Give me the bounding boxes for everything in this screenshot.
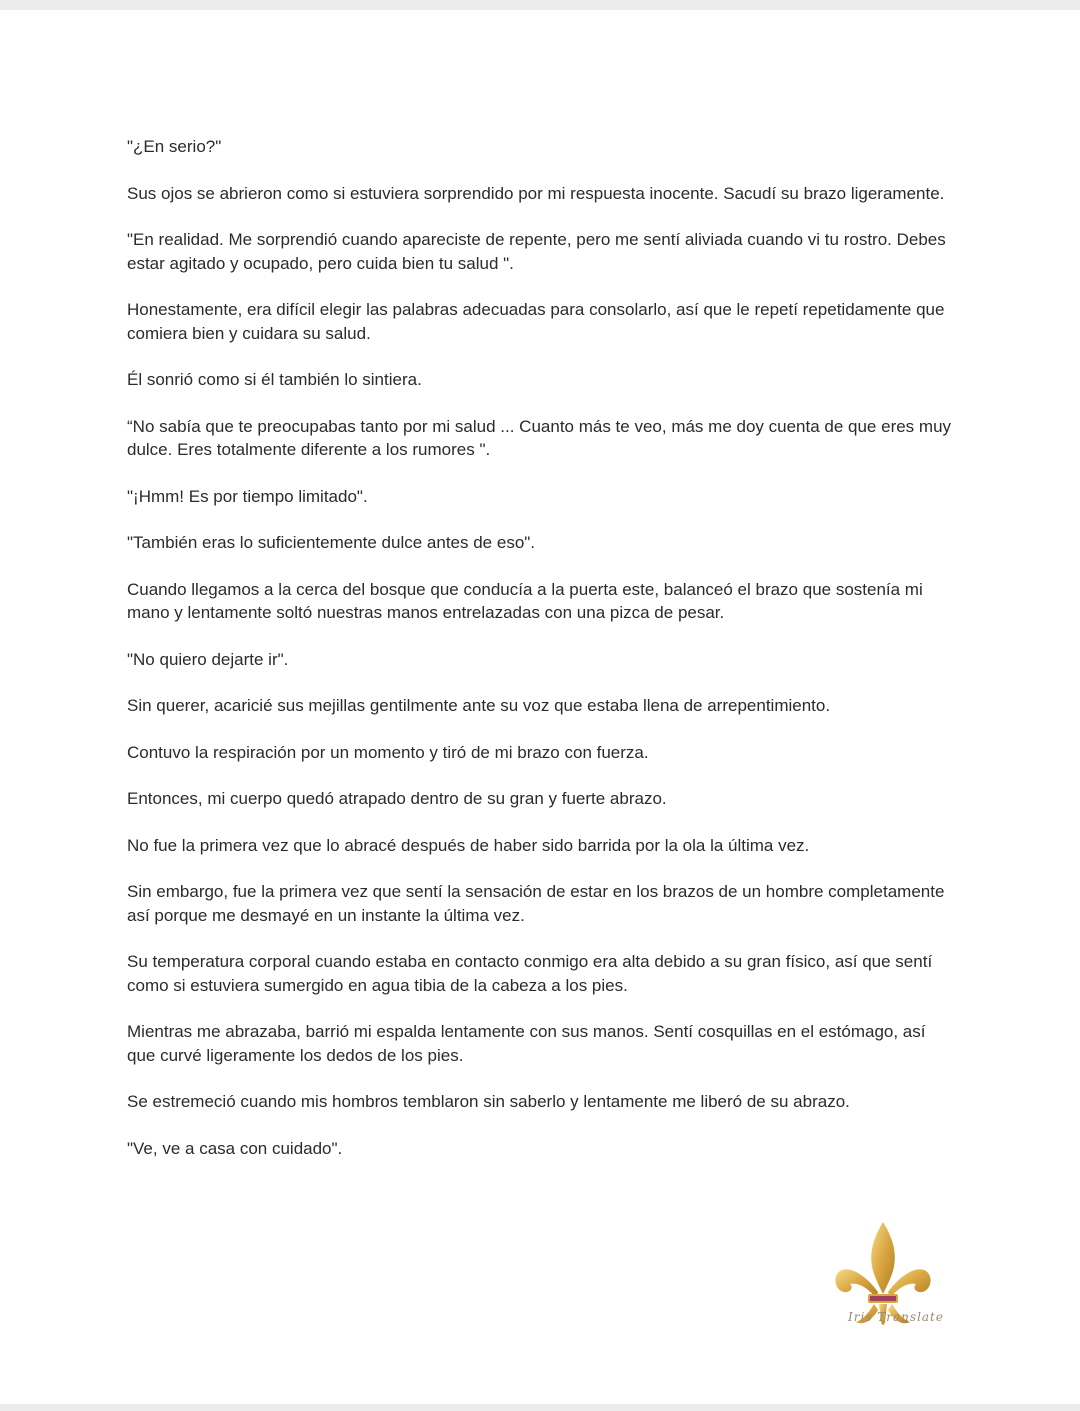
paragraph: “No sabía que te preocupabas tanto por mi salud ... Cuanto más te veo, más me doy cuenta de que eres muy dulce. Eres totalmente diferente a los rumores ". xyxy=(127,416,952,459)
paragraph: "¡Hmm! Es por tiempo limitado". xyxy=(127,486,368,506)
paragraph: Contuvo la respiración por un momento y tiró de mi brazo con fuerza. xyxy=(127,742,649,762)
paragraph: Se estremeció cuando mis hombros temblaron sin saberlo y lentamente me liberó de su abrazo. xyxy=(127,1092,850,1111)
paragraph: Cuando llegamos a la cerca del bosque que conducía a la puerta este, balanceó el brazo que sostenía mi mano y lentamente soltó nuestras manos entrelazadas con una pizca de pesar. xyxy=(127,579,923,622)
document-page xyxy=(0,10,1080,1404)
paragraph: Entonces, mi cuerpo quedó atrapado dentro de su gran y fuerte abrazo. xyxy=(127,789,667,808)
paragraph: Sin querer, acaricié sus mejillas gentilmente ante su voz que estaba llena de arrepentimiento. xyxy=(127,696,831,715)
paragraph: "También eras lo suficientemente dulce antes de eso". xyxy=(127,533,536,552)
watermark-signature: Iris Translate xyxy=(848,1310,944,1324)
paragraph: Su temperatura corporal cuando estaba en contacto conmigo era alta debido a su gran físico, así que sentí como si estuviera sumergido en agua tibia de la cabeza a los pies. xyxy=(127,952,933,995)
paragraph: No fue la primera vez que lo abracé después de haber sido barrida por la ola la última vez. xyxy=(127,835,810,855)
paragraph: Honestamente, era difícil elegir las palabras adecuadas para consolarlo, así que le repetí repetidamente que comiera bien y cuidara su salud. xyxy=(127,300,945,343)
document-body xyxy=(127,135,957,1183)
paragraph: "No quiero dejarte ir". xyxy=(127,649,289,669)
paragraph: "En realidad. Me sorprendió cuando apareciste de repente, pero me sentí aliviada cuando vi tu rostro. Debes estar agitado y ocupado, pero cuida bien tu salud ". xyxy=(127,230,946,273)
paragraph: Sin embargo, fue la primera vez que sentí la sensación de estar en los brazos de un hombre completamente así porque me desmayé en un instante la última vez. xyxy=(127,882,945,925)
paragraph: "¿En serio?" xyxy=(127,137,222,156)
paragraph: Él sonrió como si él también lo sintiera. xyxy=(127,370,422,389)
paragraph: "Ve, ve a casa con cuidado". xyxy=(127,1138,343,1158)
paragraph: Mientras me abrazaba, barrió mi espalda lentamente con sus manos. Sentí cosquillas en el estómago, así que curvé ligeramente los dedos de los pies. xyxy=(127,1022,926,1065)
paragraph: Sus ojos se abrieron como si estuviera sorprendido por mi respuesta inocente. Sacudí su brazo ligeramente. xyxy=(127,183,945,203)
